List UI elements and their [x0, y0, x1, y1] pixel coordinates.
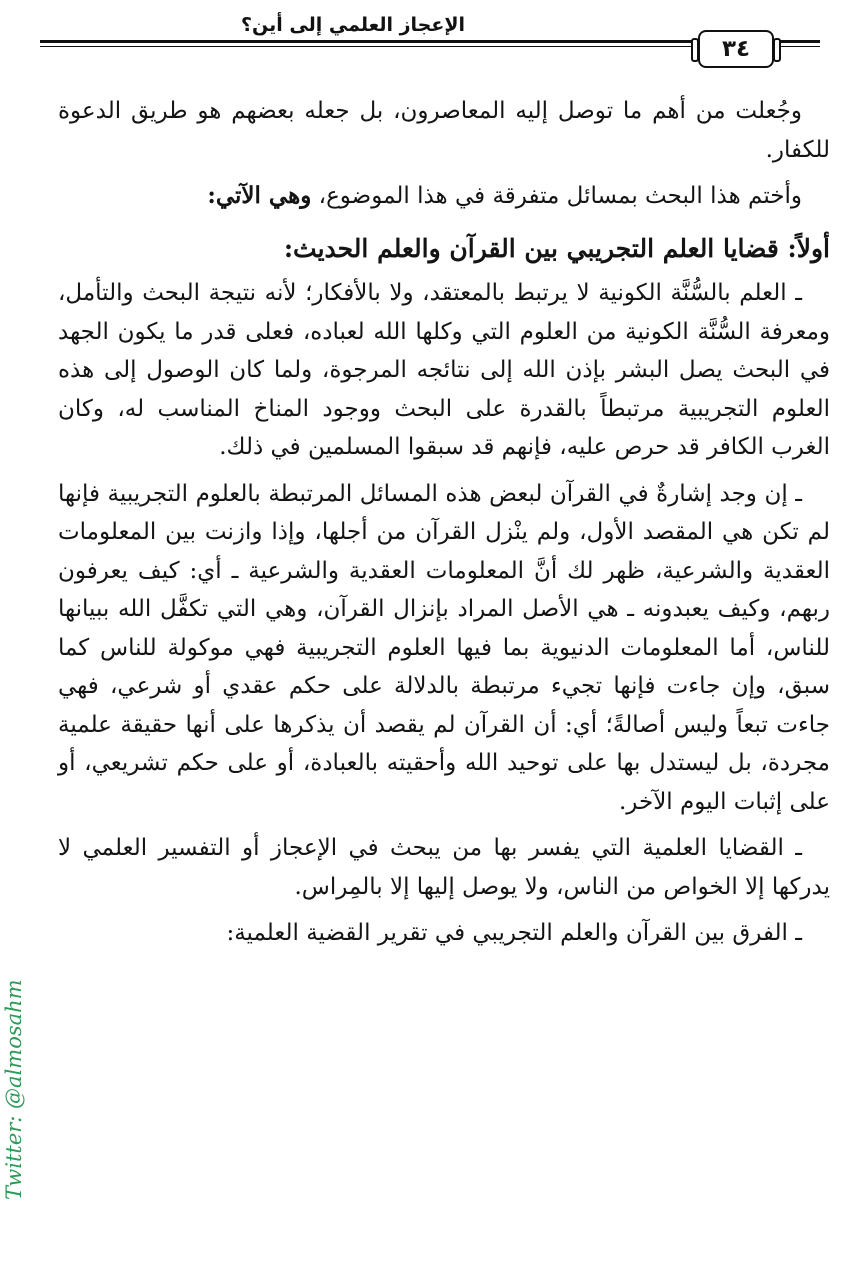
- paragraph-1: وجُعلت من أهم ما توصل إليه المعاصرون، بل جعله بعضهم هو طريق الدعوة للكفار.: [58, 98, 830, 163]
- paragraph-2-bold: وهي الآتي:: [207, 182, 312, 209]
- twitter-watermark: Twitter: @almosahm: [2, 979, 26, 1200]
- paragraph-3: ـ العلم بالسُّنَّة الكونية لا يرتبط بالمعتقد، ولا بالأفكار؛ لأنه نتيجة البحث والتأمل، ومعرفة السُّنَّة الكونية من العلوم التي وكلها الله لعباده، فعلى قدر ما يكون الجهد في البحث يصل البشر بإذن الله إلى نتائجه المرجوة، ولما كان الوصول إلى هذه العلوم التجريبية مرتبطاً بالقدرة على البحث ووجود المناخ المناسب له، وكان الغرب الكافر قد حرص عليه، فإنهم قد سبقوا المسلمين في ذلك.: [58, 280, 830, 460]
- paragraph-2: [58, 177, 830, 216]
- section-heading: أولاً: قضايا العلم التجريبي بين القرآن والعلم الحديث:: [283, 233, 830, 263]
- page-number: ٣٤: [698, 30, 774, 68]
- paragraph-6: ـ الفرق بين القرآن والعلم التجريبي في تقرير القضية العلمية:: [226, 920, 802, 946]
- body-text: [58, 92, 830, 953]
- paragraph-5: ـ القضايا العلمية التي يفسر بها من يبحث في الإعجاز أو التفسير العلمي لا يدركها إلا الخواص من الناس، ولا يوصل إليها إلا بالمِراس.: [58, 835, 830, 900]
- running-title: الإعجاز العلمي إلى أين؟: [241, 14, 465, 36]
- paragraph-4: ـ إن وجد إشارةٌ في القرآن لبعض هذه المسائل المرتبطة بالعلوم التجريبية فإنها لم تكن هي المقصد الأول، ولم ينْزل القرآن من أجلها، وإذا وازنت بين المعلومات العقدية والشرعية، ظهر لك أنَّ المعلومات العقدية والشرعية ـ أي: كيف يعرفون ربهم، وكيف يعبدونه ـ هي الأصل المراد بإنزال القرآن، وهي التي تكفَّل الله ببيانها للناس، أما المعلومات الدنيوية بما فيها العلوم التجريبية فهي موكولة للناس كما سبق، وإن جاءت فإنها تجيء مرتبطة بالدلالة على حكم عقدي أو شرعي، فهي جاءت تبعاً وليس أصالةً؛ أي: أن القرآن لم يقصد أن يذكرها على أنها حقيقة علمية مجردة، بل ليستدل بها على توحيد الله وأحقيته بالعبادة، أو على حكم تشريعي، أو على إثبات اليوم الآخر.: [58, 480, 830, 815]
- paragraph-2-text: وأختم هذا البحث بمسائل متفرقة في هذا الموضوع،: [311, 183, 802, 209]
